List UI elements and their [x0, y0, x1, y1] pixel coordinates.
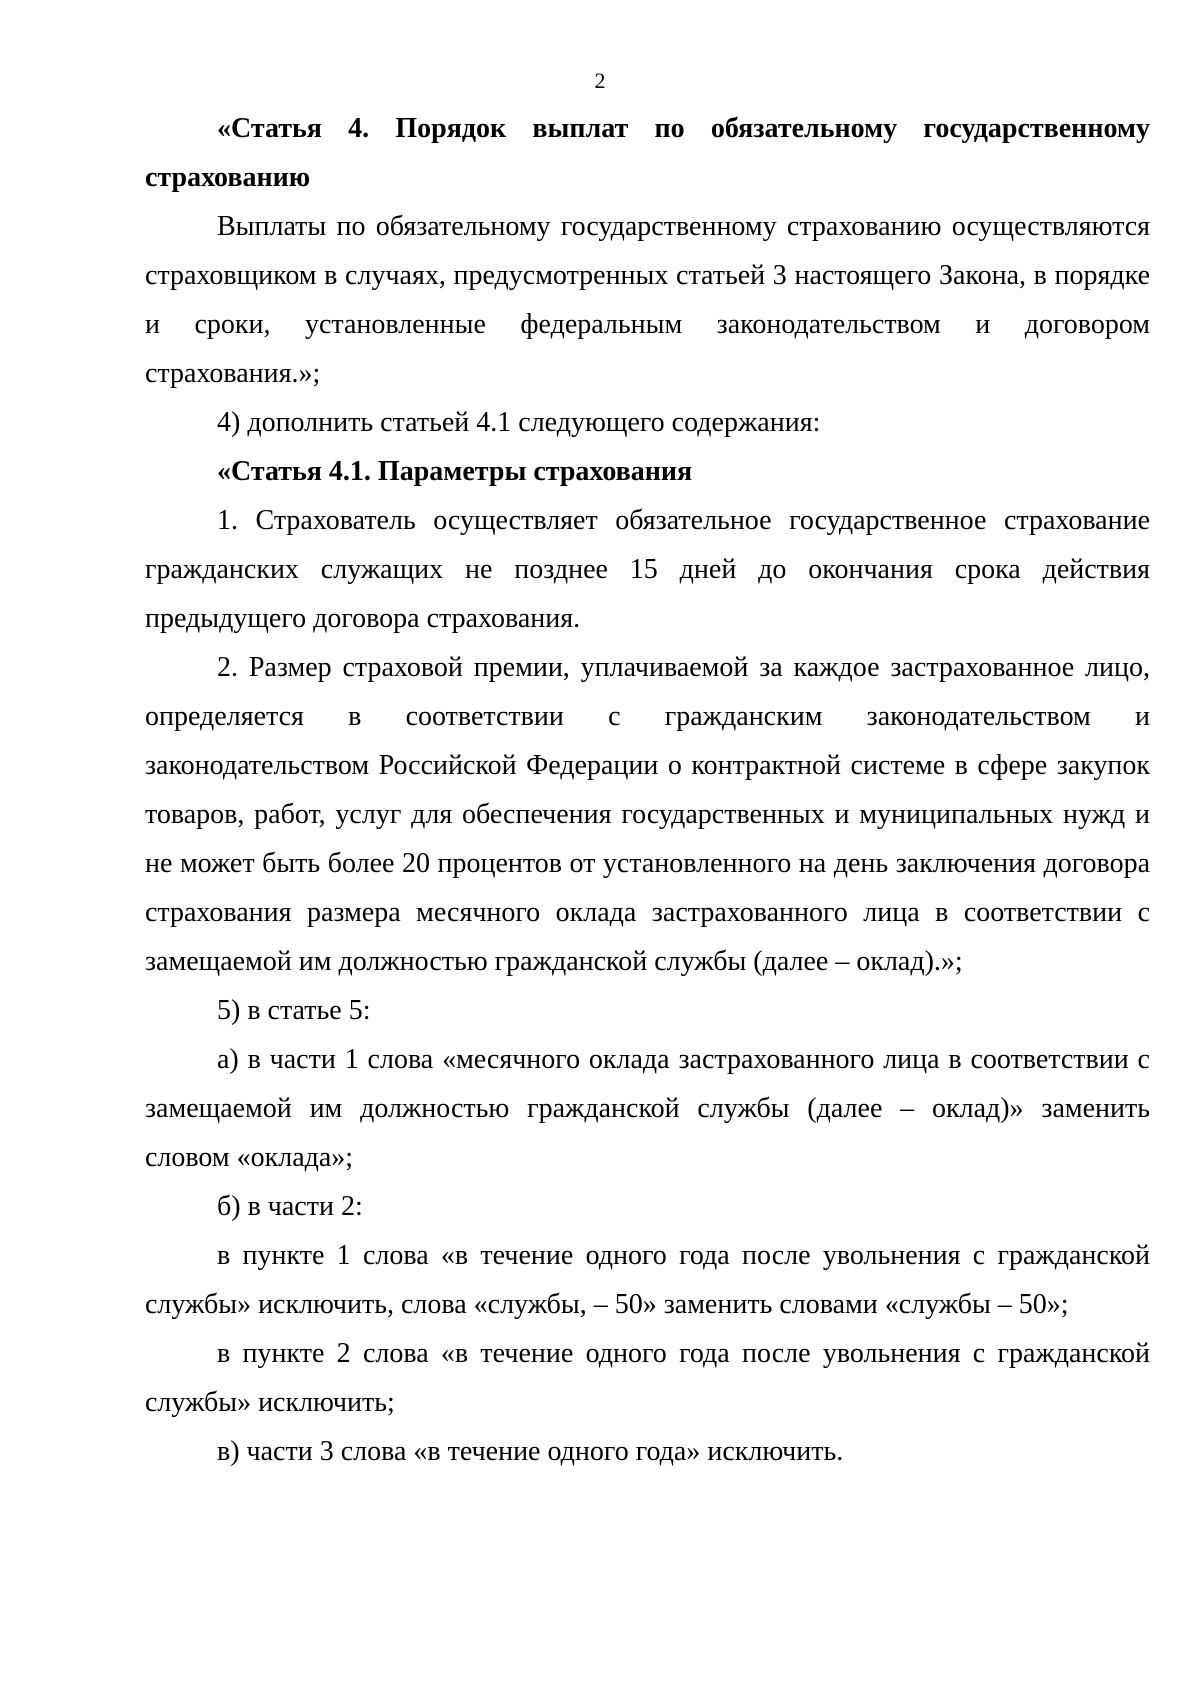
- article-4-1-part-2: 2. Размер страховой премии, уплачиваемой за каждое застрахованное лицо, определяется в соответствии с гражданским законодательством и законодательством Российской Федерации о контрактной системе в сфере закупок товаров, работ, услуг для обеспечения государственных и муниципальных нужд и не может быть более 20 процентов от установленного на день заключения договора страхования размера месячного оклада застрахованного лица в соответствии с замещаемой им должностью гражданской службы (далее – оклад).»;: [145, 652, 1150, 977]
- page-number: 2: [594, 68, 606, 93]
- article-4-1-part-1: 1. Страхователь осуществляет обязательное государственное страхование гражданских служащих не позднее 15 дней до окончания срока действия предыдущего договора страхования.: [145, 505, 1150, 634]
- article-4-body: Выплаты по обязательному государственному страхованию осуществляются страховщиком в случаях, предусмотренных статьей 3 настоящего Закона, в порядке и сроки, установленные федеральным законодательством и договором страхования.»;: [145, 211, 1150, 389]
- subitem-b-point-2: в пункте 2 слова «в течение одного года после увольнения с гражданской службы» исключить;: [145, 1338, 1150, 1418]
- document-body: [145, 104, 1150, 1476]
- subitem-a-paragraph: а) в части 1 слова «месячного оклада застрахованного лица в соответствии с замещаемой им должностью гражданской службы (далее – оклад)» заменить словом «оклада»;: [145, 1044, 1150, 1173]
- item-5-paragraph: 5) в статье 5:: [217, 995, 371, 1026]
- article-4-1-heading: «Статья 4.1. Параметры страхования: [217, 456, 693, 487]
- article-4-heading: «Статья 4. Порядок выплат по обязательному государственному страхованию: [145, 113, 1150, 193]
- subitem-v-paragraph: в) части 3 слова «в течение одного года» исключить.: [217, 1436, 844, 1467]
- subitem-b-point-1: в пункте 1 слова «в течение одного года после увольнения с гражданской службы» исключить, слова «службы, – 50» заменить словами «службы – 50»;: [145, 1240, 1150, 1320]
- subitem-b-paragraph: б) в части 2:: [217, 1191, 363, 1222]
- item-4-paragraph: 4) дополнить статьей 4.1 следующего содержания:: [217, 407, 821, 438]
